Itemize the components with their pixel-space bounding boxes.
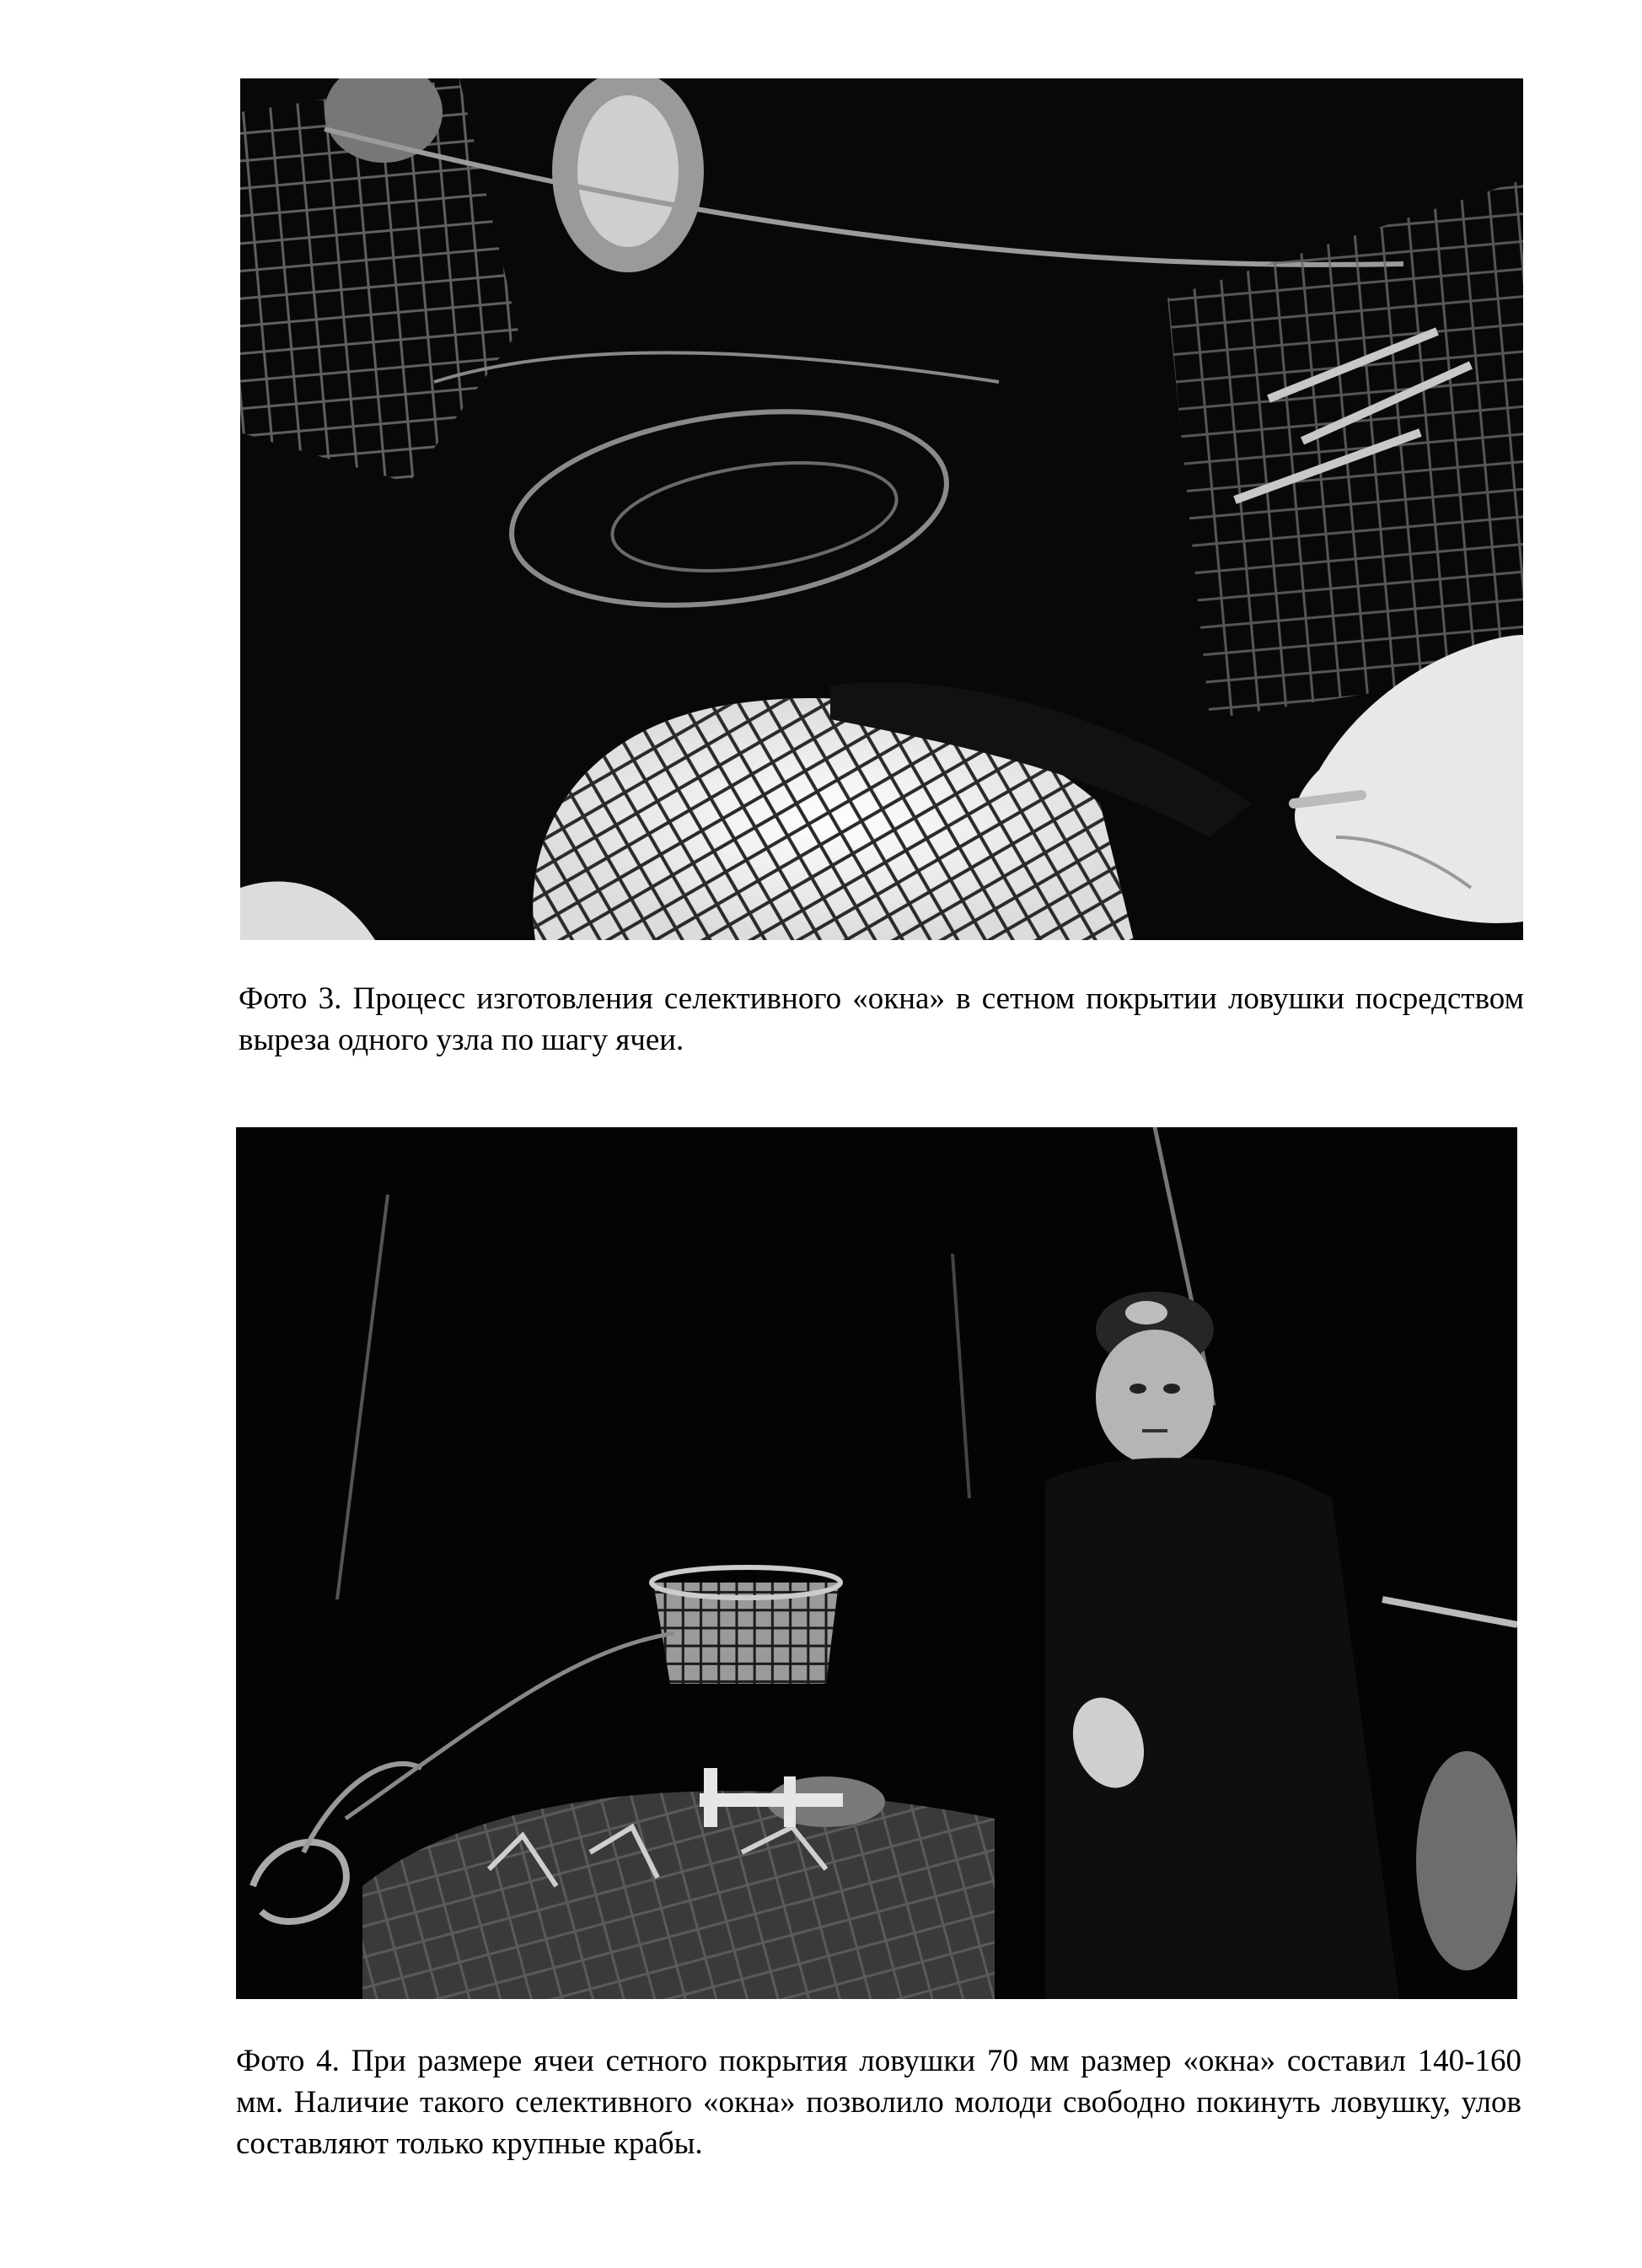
photo-4-trap-catch: [236, 1127, 1517, 1999]
photo-3-net-window: [240, 78, 1523, 940]
photo-4-caption: Фото 4. При размере ячеи сетного покрытия ловушки 70 мм размер «окна» составил 140-160 мм. Наличие такого селективного «окна» позволило молоди свободно покинуть ловушку, улов составляют только крупные крабы.: [236, 2044, 1521, 2161]
photo-3-caption: Фото 3. Процесс изготовления селективного «окна» в сетном покрытии ловушки посредством выреза одного узла по шагу ячеи.: [239, 981, 1524, 1057]
